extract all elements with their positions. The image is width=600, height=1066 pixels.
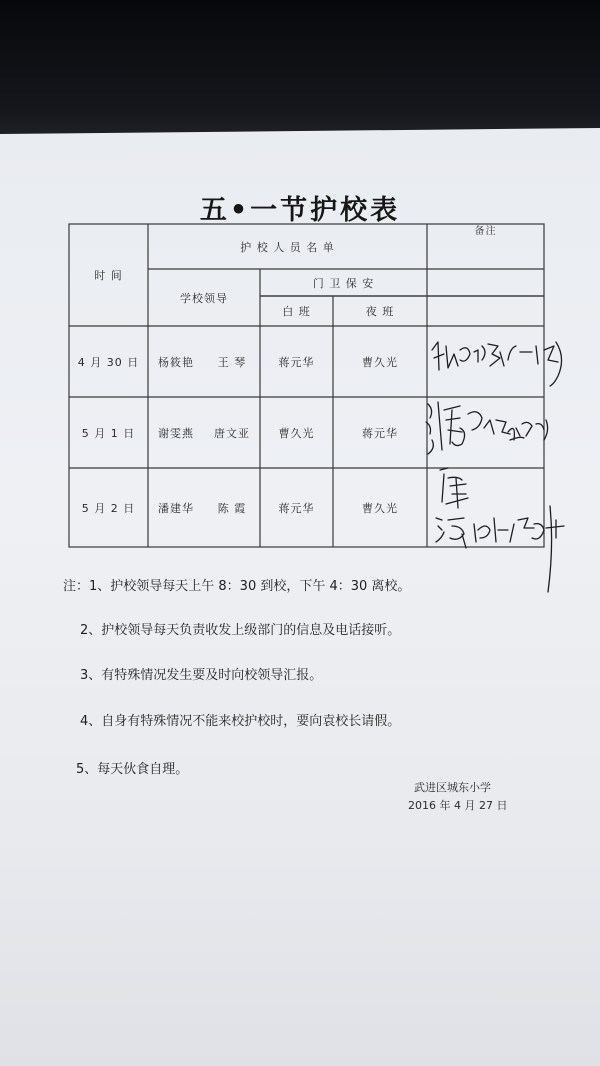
row-leader-2: 王 琴	[217, 355, 247, 369]
row-day-shift: 蒋元华	[278, 501, 315, 515]
row-night-shift: 曹久光	[362, 355, 398, 369]
row-night-shift: 曹久光	[362, 501, 398, 515]
row-day-shift: 蒋元华	[278, 355, 315, 369]
signature-row-1	[432, 342, 562, 386]
header-staff-list: 护 校 人 员 名 单	[240, 240, 335, 254]
note-3: 3、有特殊情况发生要及时向校领导汇报。	[80, 668, 323, 683]
row-night-shift: 蒋元华	[362, 426, 398, 440]
header-day-shift: 白 班	[282, 305, 311, 318]
row-leader-2: 唐文亚	[214, 426, 250, 440]
row-leader-1: 潘建华	[158, 501, 194, 515]
signature-row-2	[426, 402, 548, 454]
signature-org: 武进区城东小学	[414, 781, 491, 794]
row-date: 5 月 1 日	[81, 426, 136, 440]
header-time: 时 间	[94, 269, 123, 282]
note-2: 2、护校领导每天负责收发上级部门的信息及电话接听。	[80, 623, 401, 638]
row-leader-2: 陈 霞	[217, 501, 247, 515]
header-remarks: 备注	[474, 225, 497, 237]
row-day-shift: 曹久光	[278, 426, 315, 440]
row-leader-1: 杨筱艳	[158, 355, 194, 369]
row-leader-1: 谢雯燕	[158, 426, 194, 440]
header-night-shift: 夜 班	[365, 305, 395, 318]
document-title: 五•一节护校表	[199, 195, 401, 226]
header-leader: 学校领导	[180, 291, 228, 305]
header-guard: 门 卫 保 安	[312, 276, 375, 290]
row-date: 5 月 2 日	[81, 501, 136, 515]
note-1: 注：1、护校领导每天上午 8：30 到校，下午 4：30 离校。	[63, 579, 411, 594]
note-4: 4、自身有特殊情况不能来校护校时，要向袁校长请假。	[80, 714, 401, 729]
note-5: 5、每天伙食自理。	[76, 762, 189, 777]
row-date: 4 月 30 日	[77, 355, 140, 369]
signature-date: 2016 年 4 月 27 日	[408, 799, 508, 812]
signature-row-3	[436, 468, 564, 592]
